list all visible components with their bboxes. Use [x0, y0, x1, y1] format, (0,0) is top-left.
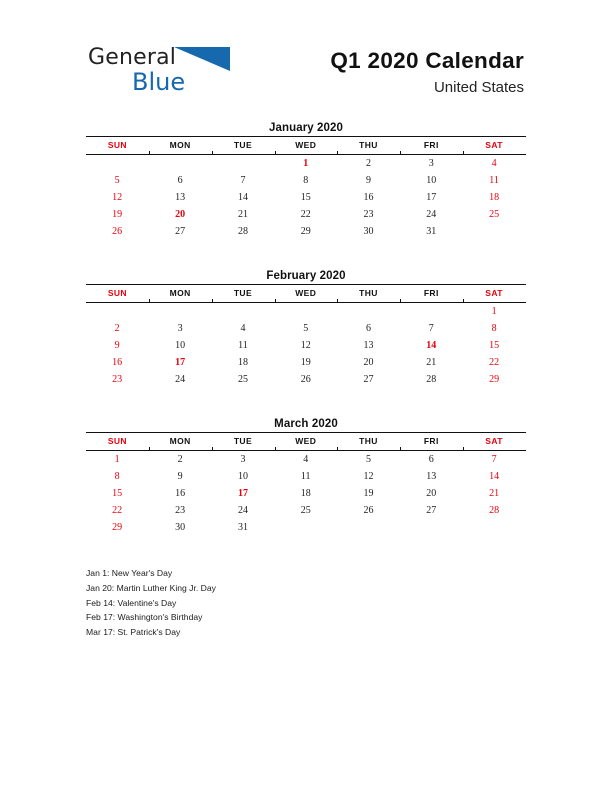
weekday-header-mon: MON: [149, 137, 212, 155]
calendar-day-cell[interactable]: 31: [237, 522, 248, 533]
calendar-day-cell[interactable]: 23: [175, 505, 186, 516]
weekday-header-tue: TUE: [212, 285, 275, 303]
calendar-day-cell[interactable]: 22: [300, 209, 311, 220]
weekday-header-row: [86, 433, 526, 451]
calendar-day-cell[interactable]: 27: [426, 505, 437, 516]
weekday-header-sun: SUN: [86, 137, 149, 155]
calendar-day-cell[interactable]: 3: [240, 454, 246, 465]
calendar-day-cell[interactable]: 11: [238, 340, 248, 351]
calendar-day-cell[interactable]: 28: [237, 226, 248, 237]
calendar-day-cell[interactable]: 5: [366, 454, 372, 465]
weekday-header-wed: WED: [274, 137, 337, 155]
calendar-day-cell[interactable]: 14: [426, 340, 437, 351]
calendar-week-row: [86, 451, 526, 469]
calendar-day-cell[interactable]: 17: [426, 192, 437, 203]
calendar-day-cell[interactable]: 17: [175, 357, 186, 368]
calendar-week-row: [86, 223, 526, 240]
calendar-day-cell[interactable]: 25: [300, 505, 311, 516]
calendar-day-cell[interactable]: 29: [112, 522, 123, 533]
calendar-cell-empty: [337, 303, 400, 321]
holiday-legend-item: Mar 17: St. Patrick's Day: [86, 627, 181, 638]
calendar-cell-empty: [86, 155, 149, 173]
calendar-day-cell[interactable]: 16: [112, 357, 123, 368]
calendar-cell-empty: [463, 519, 526, 536]
calendar-table: [86, 284, 526, 388]
holiday-legend-item: Jan 20: Martin Luther King Jr. Day: [86, 582, 216, 593]
calendar-day-cell[interactable]: 9: [366, 175, 372, 186]
calendar-week-row: [86, 155, 526, 173]
calendar-day-cell[interactable]: 26: [363, 505, 374, 516]
weekday-header-fri: FRI: [400, 285, 463, 303]
calendar-day-cell[interactable]: 10: [426, 175, 437, 186]
calendar-day-cell[interactable]: 1: [114, 454, 120, 465]
holiday-legend-item: Jan 1: New Year's Day: [86, 568, 173, 578]
calendar-week-row: [86, 354, 526, 371]
calendar-day-cell[interactable]: 26: [300, 374, 311, 385]
calendar-day-cell[interactable]: 25: [489, 209, 500, 220]
calendar-day-cell[interactable]: 13: [426, 471, 437, 482]
calendar-day-cell[interactable]: 27: [175, 226, 186, 237]
calendar-day-cell[interactable]: 3: [177, 323, 183, 334]
calendar-week-row: [86, 485, 526, 502]
calendar-day-cell[interactable]: 5: [303, 323, 309, 334]
page-subtitle: United States: [433, 79, 524, 96]
calendar-day-cell[interactable]: 14: [237, 192, 248, 203]
calendar-day-cell[interactable]: 11: [300, 471, 311, 482]
calendar-day-cell[interactable]: 30: [175, 522, 186, 533]
calendar-day-cell[interactable]: 13: [175, 192, 186, 203]
calendar-day-cell[interactable]: 19: [112, 209, 123, 220]
calendar-day-cell[interactable]: 15: [300, 192, 311, 203]
weekday-header-sat: SAT: [463, 137, 526, 155]
title-block: [330, 48, 524, 98]
calendar-day-cell[interactable]: 28: [489, 505, 500, 516]
weekday-header-fri: FRI: [400, 433, 463, 451]
calendar-day-cell[interactable]: 2: [177, 454, 183, 465]
calendar-day-cell[interactable]: 19: [300, 357, 311, 368]
calendar-week-row: [86, 172, 526, 189]
calendar-day-cell[interactable]: 30: [363, 226, 374, 237]
calendar-week-row: [86, 519, 526, 536]
calendar-day-cell[interactable]: 19: [363, 488, 374, 499]
month-block-march: [86, 416, 526, 536]
calendar-day-cell[interactable]: 12: [112, 192, 123, 203]
calendar-week-row: [86, 468, 526, 485]
calendar-day-cell[interactable]: 29: [489, 374, 500, 385]
calendar-day-cell[interactable]: 31: [426, 226, 437, 237]
weekday-header-row: [86, 285, 526, 303]
weekday-header-thu: THU: [337, 137, 400, 155]
brand-logo: [88, 45, 268, 96]
calendar-week-row: [86, 303, 526, 321]
calendar-day-cell[interactable]: 23: [112, 374, 123, 385]
calendar-day-cell[interactable]: 21: [489, 488, 500, 499]
calendar-day-cell[interactable]: 20: [175, 209, 186, 220]
calendar-day-cell[interactable]: 26: [112, 226, 123, 237]
holiday-legend: [86, 566, 486, 640]
calendar-day-cell[interactable]: 27: [363, 374, 374, 385]
month-title: January 2020: [268, 122, 344, 134]
calendar-day-cell[interactable]: 2: [114, 323, 120, 334]
calendar-day-cell[interactable]: 9: [177, 471, 183, 482]
calendar-cell-empty: [149, 155, 212, 173]
weekday-header-wed: WED: [274, 433, 337, 451]
month-block-january: [86, 120, 526, 240]
weekday-header-mon: MON: [149, 433, 212, 451]
calendar-day-cell[interactable]: 23: [363, 209, 374, 220]
calendar-day-cell[interactable]: 3: [428, 158, 434, 169]
month-title: February 2020: [266, 270, 346, 282]
calendar-day-cell[interactable]: 9: [114, 340, 120, 351]
calendar-day-cell[interactable]: 1: [303, 158, 309, 169]
calendar-table: [86, 136, 526, 240]
calendar-day-cell[interactable]: 7: [491, 454, 497, 465]
calendar-day-cell[interactable]: 12: [300, 340, 311, 351]
calendar-week-row: [86, 206, 526, 223]
calendar-day-cell[interactable]: 16: [175, 488, 186, 499]
calendar-day-cell[interactable]: 24: [426, 209, 437, 220]
calendar-day-cell[interactable]: 24: [237, 505, 248, 516]
calendar-week-row: [86, 371, 526, 388]
page-header: [0, 0, 612, 110]
calendar-day-cell[interactable]: 4: [491, 158, 497, 169]
calendar-day-cell[interactable]: 11: [489, 175, 499, 186]
brand-name-general: General: [88, 45, 177, 70]
calendar-cell-empty: [212, 155, 275, 173]
calendar-cell-empty: [400, 303, 463, 321]
weekday-header-thu: THU: [337, 433, 400, 451]
calendar-cell-empty: [400, 519, 463, 536]
calendar-day-cell[interactable]: 7: [428, 323, 434, 334]
calendar-day-cell[interactable]: 28: [426, 374, 437, 385]
calendar-cell-empty: [149, 303, 212, 321]
calendar-day-cell[interactable]: 16: [363, 192, 374, 203]
calendar-week-row: [86, 189, 526, 206]
calendar-day-cell[interactable]: 13: [363, 340, 374, 351]
holiday-legend-item: Feb 14: Valentine's Day: [86, 597, 177, 608]
calendar-day-cell[interactable]: 6: [177, 175, 183, 186]
calendar-day-cell[interactable]: 8: [114, 471, 120, 482]
weekday-header-sat: SAT: [463, 433, 526, 451]
calendar-day-cell[interactable]: 6: [366, 323, 372, 334]
weekday-header-thu: THU: [337, 285, 400, 303]
calendar-week-row: [86, 337, 526, 354]
calendar-day-cell[interactable]: 25: [237, 374, 248, 385]
calendar-day-cell[interactable]: 20: [426, 488, 437, 499]
weekday-header-wed: WED: [274, 285, 337, 303]
calendar-day-cell[interactable]: 18: [300, 488, 311, 499]
calendar-week-row: [86, 320, 526, 337]
calendar-day-cell[interactable]: 15: [112, 488, 123, 499]
page-title: Q1 2020 Calendar: [330, 48, 524, 73]
calendar-day-cell[interactable]: 18: [489, 192, 500, 203]
calendar-day-cell[interactable]: 7: [240, 175, 246, 186]
holiday-legend-item: Feb 17: Washington's Birthday: [86, 612, 203, 623]
weekday-header-mon: MON: [149, 285, 212, 303]
calendar-day-cell[interactable]: 2: [366, 158, 372, 169]
month-title: March 2020: [274, 418, 338, 430]
calendar-day-cell[interactable]: 18: [237, 357, 248, 368]
calendar-day-cell[interactable]: 6: [428, 454, 434, 465]
brand-name-blue: Blue: [132, 68, 186, 96]
calendar-table: [86, 432, 526, 536]
calendar-day-cell[interactable]: 4: [240, 323, 246, 334]
weekday-header-sat: SAT: [463, 285, 526, 303]
calendar-day-cell[interactable]: 10: [175, 340, 186, 351]
calendar-cell-empty: [86, 303, 149, 321]
calendar-week-row: [86, 502, 526, 519]
calendar-cell-empty: [337, 519, 400, 536]
calendar-day-cell[interactable]: 10: [237, 471, 248, 482]
calendar-day-cell[interactable]: 22: [112, 505, 123, 516]
calendar-day-cell[interactable]: 14: [489, 471, 500, 482]
weekday-header-tue: TUE: [212, 433, 275, 451]
calendar-cell-empty: [212, 303, 275, 321]
calendar-day-cell[interactable]: 22: [489, 357, 500, 368]
calendar-day-cell[interactable]: 8: [491, 323, 497, 334]
calendar-cell-empty: [274, 303, 337, 321]
calendar-day-cell[interactable]: 8: [303, 175, 309, 186]
weekday-header-row: [86, 137, 526, 155]
calendar-day-cell[interactable]: 5: [114, 175, 120, 186]
calendar-day-cell[interactable]: 1: [491, 306, 497, 317]
weekday-header-tue: TUE: [212, 137, 275, 155]
weekday-header-sun: SUN: [86, 285, 149, 303]
calendar-day-cell[interactable]: 20: [363, 357, 374, 368]
calendar-cell-empty: [463, 223, 526, 240]
month-block-february: [86, 268, 526, 388]
calendar-day-cell[interactable]: 15: [489, 340, 500, 351]
weekday-header-fri: FRI: [400, 137, 463, 155]
weekday-header-sun: SUN: [86, 433, 149, 451]
calendar-day-cell[interactable]: 21: [426, 357, 437, 368]
calendar-day-cell[interactable]: 12: [363, 471, 374, 482]
calendar-day-cell[interactable]: 24: [175, 374, 186, 385]
calendar-day-cell[interactable]: 4: [303, 454, 309, 465]
calendar-cell-empty: [274, 519, 337, 536]
calendar-day-cell[interactable]: 21: [237, 209, 248, 220]
calendar-day-cell[interactable]: 17: [237, 488, 248, 499]
calendar-day-cell[interactable]: 29: [300, 226, 311, 237]
